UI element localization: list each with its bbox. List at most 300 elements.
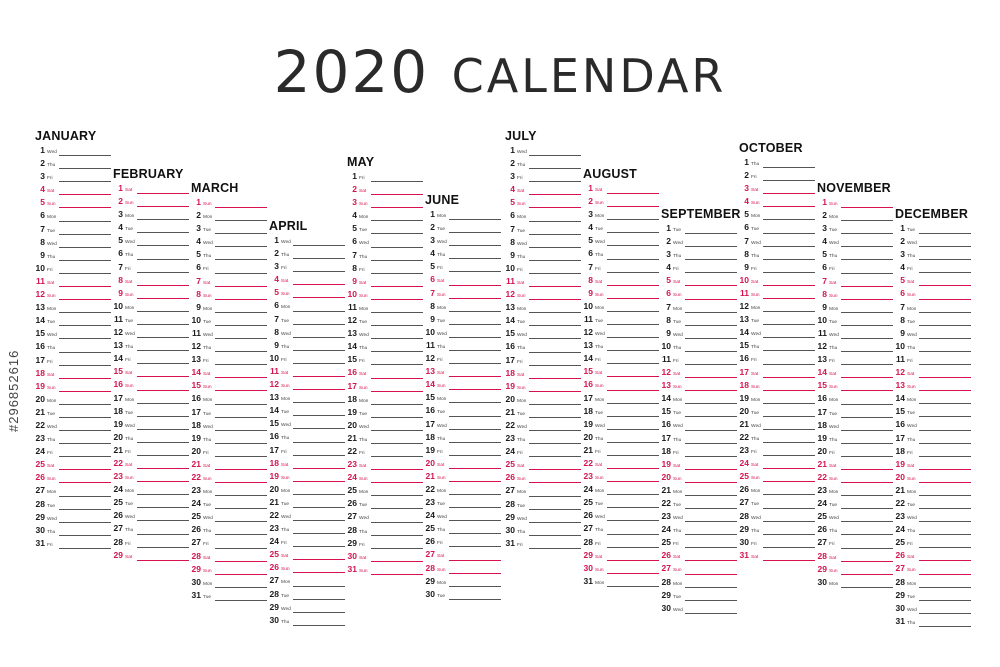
note-line (607, 272, 659, 273)
weekday-label: Tue (517, 228, 526, 234)
day-number: 11 (896, 353, 905, 364)
day-number: 16 (817, 393, 827, 404)
note-line (215, 207, 267, 208)
weekday-label: Fri (359, 542, 365, 548)
note-line (607, 232, 659, 233)
day-row (347, 472, 427, 485)
day-row (113, 497, 193, 510)
note-line (59, 443, 111, 444)
day-number: 27 (739, 497, 749, 508)
note-line (841, 207, 893, 208)
note-line (763, 377, 815, 378)
weekday-label: Fri (673, 542, 679, 548)
day-number: 5 (666, 275, 671, 286)
weekday-label: Wed (595, 332, 605, 338)
weekday-label: Mon (203, 581, 213, 587)
note-line (215, 259, 267, 260)
weekday-label: Mon (907, 581, 917, 587)
note-line (841, 482, 893, 483)
day-number: 27 (661, 563, 671, 574)
day-number: 23 (895, 511, 905, 522)
day-number: 3 (900, 249, 905, 260)
weekday-label: Mon (829, 306, 839, 312)
day-row (583, 576, 663, 589)
day-row (269, 602, 349, 615)
day-number: 9 (666, 327, 671, 338)
day-number: 17 (583, 392, 593, 403)
day-number: 19 (35, 380, 45, 391)
weekday-label: Tue (751, 227, 760, 233)
weekday-label: Wed (907, 241, 917, 247)
weekday-label: Sun (751, 292, 760, 298)
note-line (529, 312, 581, 313)
day-number: 2 (118, 196, 123, 207)
day-number: 28 (191, 550, 201, 561)
note-line (685, 587, 737, 588)
day-row (425, 405, 505, 418)
day-number: 27 (113, 523, 123, 534)
day-number: 9 (352, 275, 357, 286)
day-number: 7 (430, 287, 435, 298)
weekday-label: Sun (673, 293, 682, 299)
note-line (607, 376, 659, 377)
note-line (607, 442, 659, 443)
day-number: 14 (661, 393, 671, 404)
day-row (425, 536, 505, 549)
day-number: 6 (118, 248, 123, 259)
note-line (137, 455, 189, 456)
weekday-label: Mon (829, 398, 839, 404)
day-number: 31 (191, 589, 201, 600)
day-number: 13 (739, 314, 749, 325)
weekday-label: Thu (907, 620, 916, 626)
note-line (685, 338, 737, 339)
day-number: 12 (817, 341, 827, 352)
day-number: 22 (583, 457, 593, 468)
day-row (113, 393, 193, 406)
note-line (371, 364, 423, 365)
day-number: 1 (744, 157, 749, 167)
weekday-label: Sat (751, 188, 759, 194)
weekday-label: Tue (47, 503, 56, 509)
weekday-label: Sun (829, 202, 838, 207)
weekday-label: Sat (829, 463, 837, 469)
day-number: 21 (347, 432, 357, 443)
day-row (347, 223, 427, 236)
note-line (685, 285, 737, 286)
day-row (505, 145, 585, 158)
weekday-label: Mon (359, 490, 369, 496)
weekday-label: Fri (595, 266, 601, 272)
note-line (137, 534, 189, 535)
weekday-label: Mon (47, 215, 57, 221)
day-row (661, 472, 741, 485)
note-line (529, 469, 581, 470)
note-line (763, 429, 815, 430)
day-number: 10 (347, 288, 357, 299)
note-line (449, 599, 501, 600)
month-name: JUNE (425, 193, 460, 207)
note-line (685, 377, 737, 378)
weekday-label: Mon (595, 580, 605, 586)
day-row (191, 223, 271, 236)
month-november (817, 180, 897, 590)
note-line (763, 298, 815, 299)
weekday-label: Mon (437, 397, 447, 403)
weekday-label: Wed (281, 423, 291, 429)
month-name: JULY (505, 129, 537, 143)
note-line (215, 521, 267, 522)
day-row (739, 537, 819, 550)
weekday-label: Tue (829, 411, 838, 417)
day-row (895, 577, 975, 590)
day-number: 14 (739, 327, 749, 338)
note-line (841, 233, 893, 234)
day-number: 28 (583, 536, 593, 547)
day-row (739, 445, 819, 458)
note-line (919, 587, 971, 588)
day-row (113, 301, 193, 314)
weekday-label: Sat (125, 462, 133, 468)
day-number: 7 (118, 261, 123, 272)
note-line (449, 245, 501, 246)
day-number: 20 (425, 457, 435, 468)
day-number: 30 (191, 576, 201, 587)
day-row (817, 407, 897, 420)
day-number: 10 (583, 300, 593, 311)
weekday-label: Sun (281, 567, 290, 573)
note-line (529, 378, 581, 379)
weekday-label: Fri (281, 266, 287, 272)
note-line (529, 496, 581, 497)
weekday-label: Sat (437, 371, 445, 377)
note-line (841, 273, 893, 274)
note-line (607, 403, 659, 404)
month-october (739, 140, 819, 563)
weekday-label: Sat (751, 371, 759, 377)
day-row (583, 419, 663, 432)
day-row (35, 158, 115, 171)
day-row (583, 379, 663, 392)
day-number: 10 (425, 326, 435, 337)
day-row (739, 497, 819, 510)
weekday-label: Mon (751, 306, 761, 312)
day-number: 2 (900, 236, 905, 247)
note-line (293, 271, 345, 272)
day-row (739, 419, 819, 432)
day-number: 3 (744, 183, 749, 194)
day-row (895, 236, 975, 249)
day-number: 28 (661, 576, 671, 587)
day-row (583, 484, 663, 497)
day-number: 21 (35, 406, 45, 417)
day-row (739, 367, 819, 380)
day-number: 25 (583, 497, 593, 508)
day-number: 11 (818, 327, 827, 338)
day-number: 25 (269, 549, 279, 560)
weekday-label: Thu (359, 437, 368, 443)
day-number: 27 (895, 563, 905, 574)
day-number: 8 (666, 314, 671, 325)
day-number: 13 (895, 380, 905, 391)
day-number: 1 (118, 183, 123, 193)
day-row (583, 537, 663, 550)
note-line (919, 403, 971, 404)
note-line (919, 626, 971, 627)
day-row (739, 249, 819, 262)
day-row (191, 537, 271, 550)
day-row (191, 354, 271, 367)
weekday-label: Fri (673, 358, 679, 364)
weekday-label: Sat (437, 462, 445, 468)
day-number: 20 (505, 393, 515, 404)
note-line (293, 297, 345, 298)
day-number: 6 (196, 262, 201, 273)
month-march (191, 180, 271, 603)
day-row (425, 288, 505, 301)
day-row (583, 497, 663, 510)
weekday-label: Tue (359, 411, 368, 417)
note-line (449, 324, 501, 325)
day-number: 18 (739, 379, 749, 390)
day-row (191, 210, 271, 223)
note-line (371, 495, 423, 496)
day-number: 17 (817, 406, 827, 417)
day-row (895, 249, 975, 262)
day-number: 13 (269, 392, 279, 403)
month-name: JANUARY (35, 129, 97, 143)
note-line (449, 298, 501, 299)
day-row (817, 367, 897, 380)
day-number: 19 (895, 458, 905, 469)
note-line (841, 508, 893, 509)
day-row (425, 209, 505, 222)
day-row (269, 274, 349, 287)
day-row (35, 368, 115, 381)
note-line (607, 586, 659, 587)
day-number: 12 (505, 289, 515, 300)
note-line (371, 430, 423, 431)
day-row (113, 471, 193, 484)
day-number: 29 (113, 549, 123, 560)
day-row (113, 196, 193, 209)
day-row (425, 432, 505, 445)
day-number: 3 (588, 209, 593, 220)
day-row (425, 471, 505, 484)
day-row (35, 237, 115, 250)
weekday-label: Wed (751, 240, 761, 246)
note-line (137, 206, 189, 207)
day-row (661, 393, 741, 406)
day-row (895, 288, 975, 301)
weekday-label: Sat (829, 280, 837, 286)
weekday-label: Wed (517, 424, 527, 430)
title-year: 2020 (273, 38, 430, 106)
day-number: 29 (505, 511, 515, 522)
day-row (425, 419, 505, 432)
day-row (113, 353, 193, 366)
day-row (269, 300, 349, 313)
weekday-label: Tue (437, 502, 446, 508)
note-line (841, 534, 893, 535)
day-row (35, 315, 115, 328)
weekday-label: Sun (595, 292, 604, 298)
day-row (739, 550, 819, 563)
note-line (841, 495, 893, 496)
day-number: 4 (40, 184, 45, 195)
note-line (137, 416, 189, 417)
weekday-label: Sat (359, 280, 367, 286)
weekday-label: Mon (673, 581, 683, 587)
day-number: 17 (661, 432, 671, 443)
weekday-label: Wed (47, 424, 57, 430)
day-number: 15 (895, 406, 905, 417)
day-row (739, 458, 819, 471)
day-number: 12 (113, 327, 123, 338)
day-number: 13 (583, 340, 593, 351)
weekday-label: Sat (359, 555, 367, 561)
note-line (763, 455, 815, 456)
weekday-label: Sat (281, 462, 289, 468)
day-row (269, 549, 349, 562)
day-number: 7 (40, 223, 45, 234)
weekday-label: Fri (359, 176, 365, 181)
day-number: 5 (352, 223, 357, 234)
weekday-label: Sat (751, 554, 759, 560)
weekday-label: Wed (47, 150, 57, 155)
day-row (347, 289, 427, 302)
weekday-label: Wed (517, 241, 527, 247)
day-number: 4 (274, 274, 279, 285)
note-line (59, 522, 111, 523)
weekday-label: Tue (595, 502, 604, 508)
day-number: 3 (196, 223, 201, 234)
note-line (371, 508, 423, 509)
note-line (529, 207, 581, 208)
weekday-label: Fri (517, 359, 523, 365)
day-row (347, 341, 427, 354)
day-row (269, 353, 349, 366)
note-line (529, 168, 581, 169)
weekday-label: Wed (281, 606, 291, 612)
note-line (763, 416, 815, 417)
day-row (817, 551, 897, 564)
day-number: 17 (739, 366, 749, 377)
weekday-label: Fri (595, 541, 601, 547)
day-number: 11 (662, 353, 671, 364)
day-row (661, 328, 741, 341)
note-line (293, 559, 345, 560)
day-row (35, 472, 115, 485)
day-number: 26 (661, 550, 671, 561)
day-number: 11 (270, 365, 279, 376)
day-row (661, 603, 741, 616)
day-number: 26 (817, 524, 827, 535)
day-number: 28 (347, 524, 357, 535)
day-number: 16 (425, 405, 435, 416)
note-line (763, 350, 815, 351)
day-number: 10 (817, 314, 827, 325)
note-line (607, 455, 659, 456)
day-number: 19 (739, 392, 749, 403)
day-number: 19 (583, 418, 593, 429)
day-number: 8 (274, 326, 279, 337)
day-number: 3 (274, 261, 279, 272)
weekday-label: Thu (751, 162, 760, 167)
day-number: 11 (348, 301, 357, 312)
weekday-label: Sat (359, 189, 367, 195)
weekday-label: Tue (281, 501, 290, 507)
weekday-label: Fri (437, 449, 443, 455)
note-line (841, 246, 893, 247)
day-row (895, 302, 975, 315)
day-number: 6 (822, 262, 827, 273)
day-row (191, 236, 271, 249)
day-number: 16 (583, 379, 593, 390)
weekday-label: Thu (437, 436, 446, 442)
day-number: 1 (822, 197, 827, 207)
weekday-label: Thu (281, 528, 290, 534)
weekday-label: Tue (751, 502, 760, 508)
note-line (215, 548, 267, 549)
weekday-label: Tue (673, 228, 682, 233)
weekday-label: Fri (47, 267, 53, 273)
weekday-label: Fri (125, 266, 131, 272)
weekday-label: Thu (517, 254, 526, 260)
weekday-label: Fri (907, 542, 913, 548)
day-number: 22 (269, 509, 279, 520)
day-number: 8 (822, 288, 827, 299)
weekday-label: Fri (281, 541, 287, 547)
note-line (137, 219, 189, 220)
note-line (841, 312, 893, 313)
day-row (505, 407, 585, 420)
note-line (449, 468, 501, 469)
day-row (347, 459, 427, 472)
weekday-label: Tue (907, 594, 916, 600)
weekday-label: Mon (907, 306, 917, 312)
day-row (269, 418, 349, 431)
day-number: 27 (425, 549, 435, 560)
note-line (529, 482, 581, 483)
day-number: 19 (347, 406, 357, 417)
weekday-label: Wed (673, 516, 683, 522)
day-row (35, 289, 115, 302)
weekday-label: Thu (673, 529, 682, 535)
day-row (661, 537, 741, 550)
day-row (35, 224, 115, 237)
day-number: 21 (113, 444, 123, 455)
day-row (113, 406, 193, 419)
note-line (371, 194, 423, 195)
day-row (35, 210, 115, 223)
day-row (505, 184, 585, 197)
day-row (269, 458, 349, 471)
weekday-label: Mon (437, 214, 447, 219)
weekday-label: Sat (673, 280, 681, 286)
day-number: 3 (822, 223, 827, 234)
day-number: 22 (895, 497, 905, 508)
day-row (583, 235, 663, 248)
weekday-label: Tue (203, 228, 212, 234)
weekday-label: Tue (359, 228, 368, 234)
day-row (895, 275, 975, 288)
day-number: 20 (113, 431, 123, 442)
day-row (113, 327, 193, 340)
note-line (919, 456, 971, 457)
day-number: 15 (269, 418, 279, 429)
note-line (59, 299, 111, 300)
